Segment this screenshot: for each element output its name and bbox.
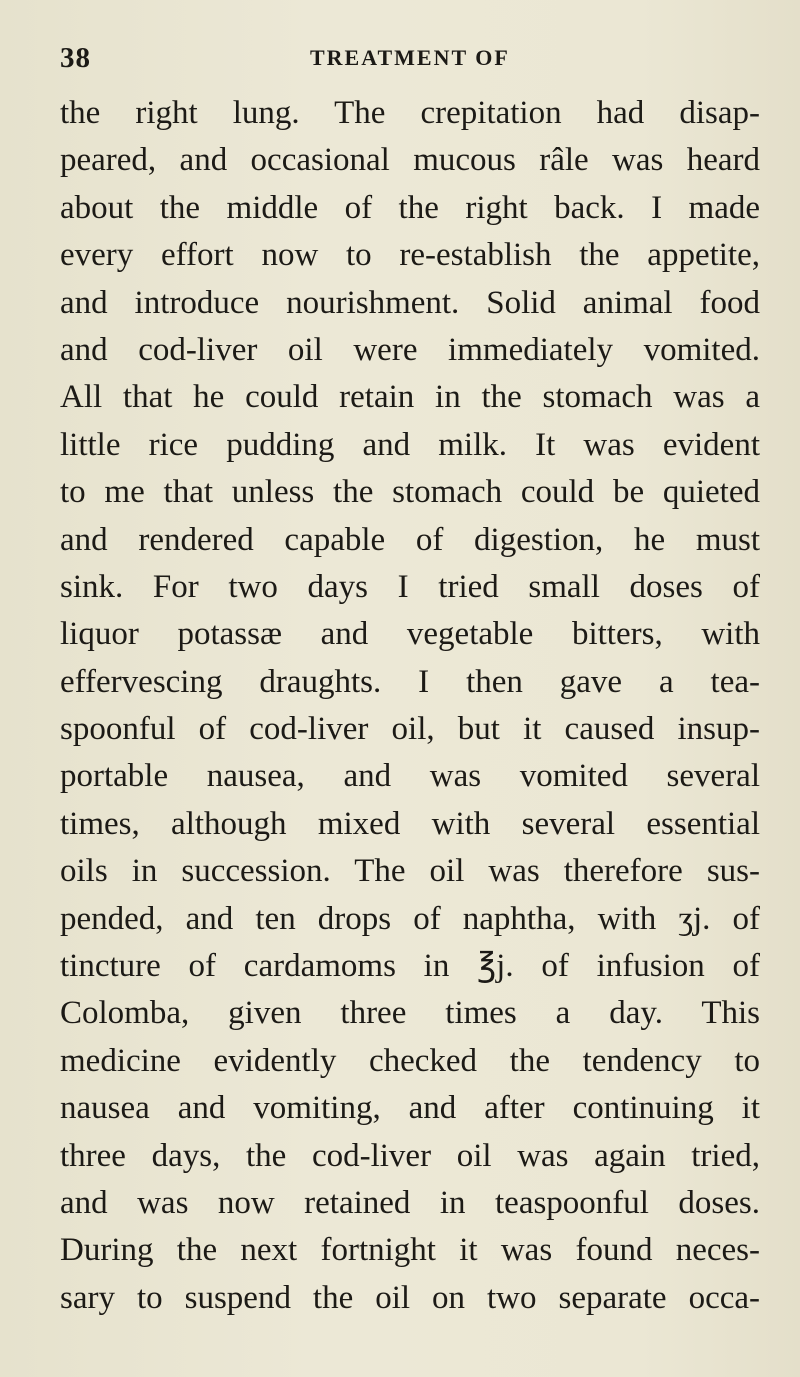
text-line: pended, and ten drops of naphtha, with ʒj. of bbox=[60, 900, 760, 937]
text-line: and cod-liver oil were immediately vomited. bbox=[60, 331, 760, 368]
text-line: All that he could retain in the stomach was a bbox=[60, 379, 760, 416]
text-line: and introduce nourishment. Solid animal food bbox=[60, 284, 760, 321]
text-line: sink. For two days I tried small doses of bbox=[60, 568, 760, 605]
text-line: the right lung. The crepitation had disap- bbox=[60, 95, 760, 131]
text-line: and was now retained in teaspoonful doses. bbox=[60, 1184, 760, 1221]
text-line: effervescing draughts. I then gave a tea- bbox=[60, 663, 760, 700]
text-line: medicine evidently checked the tendency to bbox=[60, 1042, 760, 1079]
text-line: to me that unless the stomach could be quieted bbox=[60, 474, 760, 511]
text-line: Colomba, given three times a day. This bbox=[60, 995, 760, 1032]
text-line: and rendered capable of digestion, he must bbox=[60, 521, 760, 558]
page-number: 38 bbox=[60, 42, 91, 74]
page-header bbox=[60, 42, 760, 78]
text-line: portable nausea, and was vomited several bbox=[60, 758, 760, 795]
text-line: spoonful of cod-liver oil, but it caused insup- bbox=[60, 711, 760, 748]
text-line: sary to suspend the oil on two separate occa- bbox=[60, 1279, 760, 1316]
body-text bbox=[60, 90, 760, 1322]
text-line: about the middle of the right back. I made bbox=[60, 189, 760, 226]
text-line: oils in succession. The oil was therefore sus- bbox=[60, 853, 760, 890]
text-line: liquor potassæ and vegetable bitters, with bbox=[60, 616, 760, 653]
text-line: times, although mixed with several essential bbox=[60, 805, 760, 842]
text-line: every effort now to re-establish the appetite, bbox=[60, 237, 760, 274]
text-line: nausea and vomiting, and after continuing it bbox=[60, 1090, 760, 1127]
running-head: TREATMENT OF bbox=[310, 45, 510, 70]
text-line: little rice pudding and milk. It was evident bbox=[60, 426, 760, 463]
text-line: tincture of cardamoms in ℥j. of infusion of bbox=[60, 948, 760, 985]
text-line: During the next fortnight it was found neces- bbox=[60, 1232, 760, 1269]
text-line: peared, and occasional mucous râle was heard bbox=[60, 142, 760, 179]
text-line: three days, the cod-liver oil was again tried, bbox=[60, 1137, 760, 1174]
